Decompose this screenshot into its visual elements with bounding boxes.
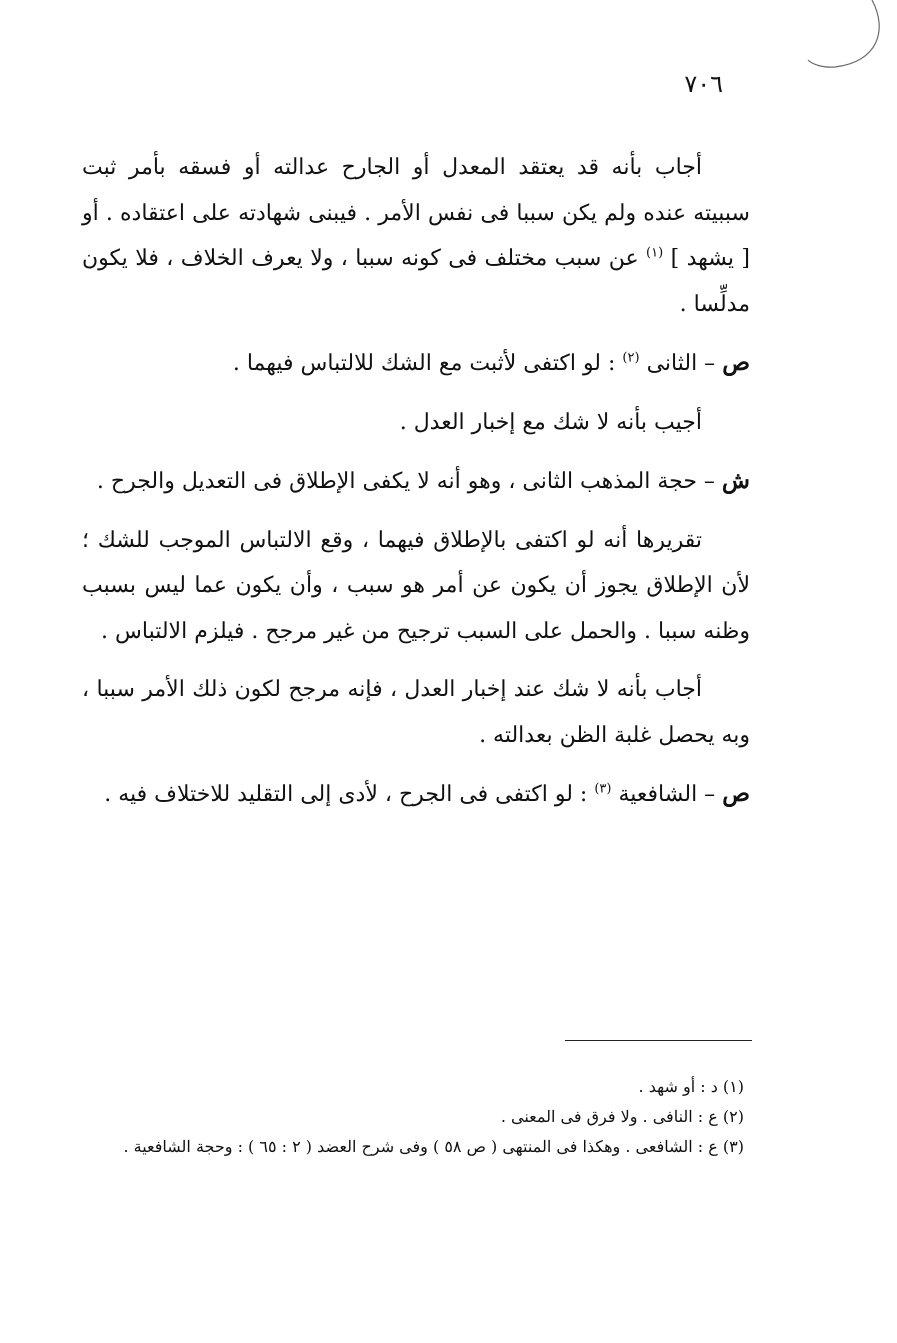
paragraph-3-text: أجيب بأنه لا شك مع إخبار العدل . bbox=[399, 409, 702, 435]
section-marker-shin: ش bbox=[721, 467, 750, 494]
page-number: ٧٠٦ bbox=[684, 70, 723, 98]
paragraph-2-text: – الثانى bbox=[646, 351, 716, 376]
section-marker-sad-2: ص bbox=[722, 780, 750, 807]
paragraph-7-text: – الشافعية bbox=[618, 782, 716, 807]
paragraph-5-text: تقريرها أنه لو اكتفى بالإطلاق فيهما ، وقع الالتباس الموجب للشك ؛ لأن الإطلاق يجوز أن يكون عن أمر هو سبب ، وأن يكون عما ليس بسبب وظنه سببا . والحمل على السبب ترجيح من غير مرجح . فيلزم الالتباس . bbox=[82, 527, 750, 644]
footnote-ref-1: (١) bbox=[646, 245, 664, 261]
paragraph-7-text-after: : لو اكتفى فى الجرح ، لأدى إلى التقليد للاختلاف فيه . bbox=[104, 782, 588, 807]
footnote-separator bbox=[565, 1040, 752, 1041]
footnote-ref-2: (٢) bbox=[622, 350, 640, 366]
paragraph-2 bbox=[82, 340, 750, 387]
section-marker-sad: ص bbox=[722, 349, 750, 376]
paragraph-7 bbox=[82, 771, 750, 818]
footnote-ref-3: (٣) bbox=[594, 781, 612, 797]
paragraph-2-text-after: : لو اكتفى لأثبت مع الشك للالتباس فيهما . bbox=[232, 351, 616, 376]
paragraph-6 bbox=[82, 667, 750, 758]
footnotes bbox=[82, 1072, 750, 1162]
paragraph-1-text: أجاب بأنه قد يعتقد المعدل أو الجارح عدالته أو فسقه بأمر ثبت سببيته عنده ولم يكن سببا فى نفس الأمر . فيبنى شهادته على اعتقاده . أو [ يشهد ] bbox=[82, 155, 750, 271]
main-text bbox=[82, 145, 750, 818]
paragraph-1 bbox=[82, 145, 750, 327]
paragraph-1-text-after: عن سبب مختلف فى كونه سببا ، ولا يعرف الخلاف ، فلا يكون مدلِّسا . bbox=[82, 246, 750, 317]
page-corner-curve bbox=[0, 0, 897, 120]
footnote-1: (١) د : أو شهد . bbox=[638, 1077, 744, 1096]
paragraph-3 bbox=[82, 400, 750, 446]
footnote-3: (٣) ع : الشافعى . وهكذا فى المنتهى ( ص ٥٨ ) وفى شرح العضد ( ٢ : ٦٥ ) : وحجة الشافعية . bbox=[123, 1137, 744, 1156]
paragraph-4 bbox=[82, 458, 750, 505]
footnote-2: (٢) ع : النافى . ولا فرق فى المعنى . bbox=[500, 1107, 744, 1126]
paragraph-6-text: أجاب بأنه لا شك عند إخبار العدل ، فإنه مرجح لكون ذلك الأمر سببا ، وبه يحصل غلبة الظن بعدالته . bbox=[82, 677, 750, 748]
paragraph-5 bbox=[82, 518, 750, 655]
paragraph-4-text: – حجة المذهب الثانى ، وهو أنه لا يكفى الإطلاق فى التعديل والجرح . bbox=[96, 469, 715, 494]
